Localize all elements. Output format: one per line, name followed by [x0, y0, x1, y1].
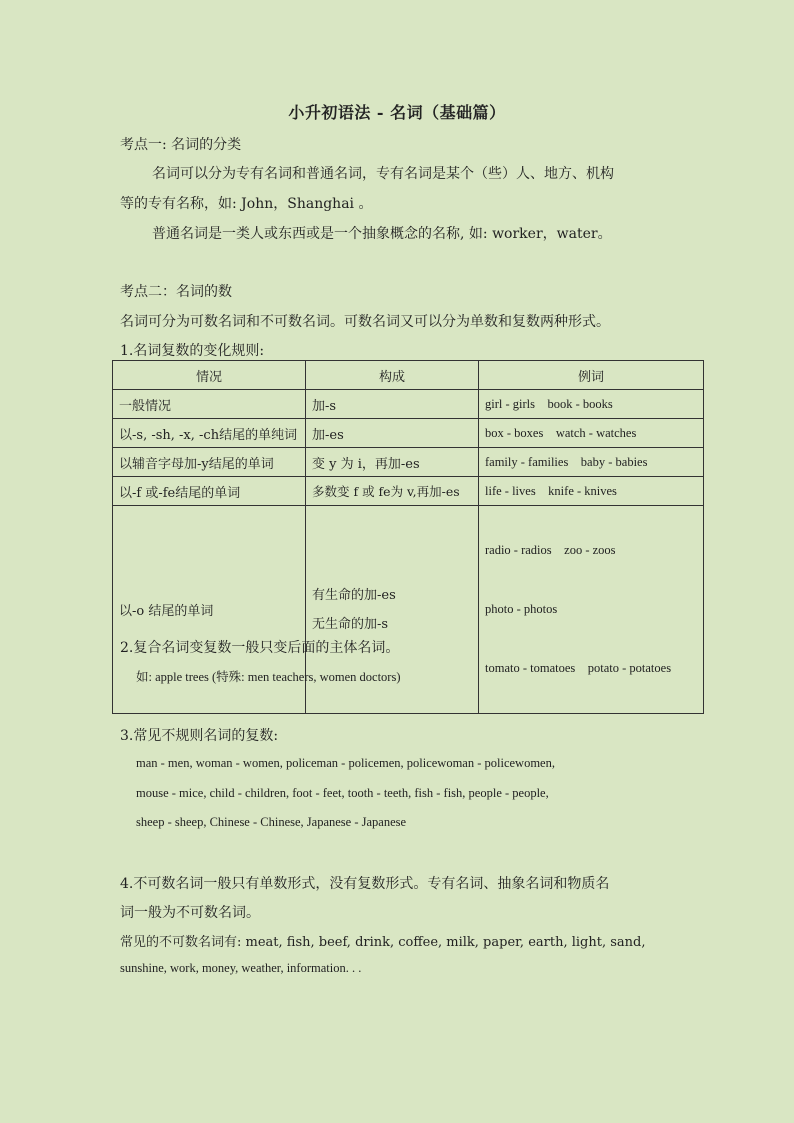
table-cell-examples: family - families baby - babies: [479, 448, 704, 477]
table-row: [113, 419, 704, 448]
example-line: tomato - tomatoes potato - potatoes: [485, 661, 672, 675]
table-cell-form: 变 y 为 i，再加-es: [306, 448, 479, 477]
example-line: radio - radios zoo - zoos: [485, 543, 616, 557]
rule3-heading: 3.常见不规则名词的复数:: [120, 728, 279, 744]
table-cell-form: 加-es: [306, 419, 479, 448]
section1-paragraph2: 普通名词是一类人或东西或是一个抽象概念的名称, 如: worker，water。: [152, 226, 612, 242]
form-line-living: 有生命的加-es: [312, 587, 396, 603]
section1-heading: 考点一: 名词的分类: [120, 137, 242, 153]
table-row: [113, 390, 704, 419]
table-row: [113, 477, 704, 506]
table-header-case: 情况: [113, 361, 306, 390]
form-line-nonliving: 无生命的加-s: [312, 616, 389, 632]
table-cell-case: 以-o 结尾的单词: [113, 506, 306, 714]
section2-heading: 考点二：名词的数: [120, 284, 232, 300]
table-cell-form: 加-s: [306, 390, 479, 419]
page-title: 小升初语法 - 名词（基础篇）: [288, 103, 506, 122]
table-cell-examples: box - boxes watch - watches: [479, 419, 704, 448]
rule4-line2: 词一般为不可数名词。: [120, 905, 260, 921]
rule4-line3: 常见的不可数名词有: meat, fish, beef, drink, coffee, milk, paper, earth, light, sand,: [120, 935, 646, 950]
rule4-line1: 4.不可数名词一般只有单数形式，没有复数形式。专有名词、抽象名词和物质名: [120, 876, 610, 892]
rule1-heading: 1.名词复数的变化规则:: [120, 343, 265, 359]
table-cell-case: 以-s, -sh, -x, -ch结尾的单纯词: [113, 419, 306, 448]
example-line: photo - photos: [485, 602, 558, 616]
rule3-line: mouse - mice, child - children, foot - feet, tooth - teeth, fish - fish, people - people,: [136, 786, 549, 800]
table-header-form: 构成: [306, 361, 479, 390]
section1-paragraph1-line1: 名词可以分为专有名词和普通名词，专有名词是某个（些）人、地方、机构: [152, 166, 614, 182]
table-row: [113, 448, 704, 477]
section2-intro: 名词可分为可数名词和不可数名词。可数名词又可以分为单数和复数两种形式。: [120, 314, 610, 330]
table-header-row: [113, 361, 704, 390]
rule2-heading: 2.复合名词变复数一般只变后面的主体名词。: [120, 640, 400, 656]
table-cell-form: 多数变 f 或 fe为 v,再加-es: [306, 477, 479, 506]
table-cell-examples: life - lives knife - knives: [479, 477, 704, 506]
table-cell-case: 以-f 或-fe结尾的单词: [113, 477, 306, 506]
table-cell-examples: girl - girls book - books: [479, 390, 704, 419]
rule4-line4: sunshine, work, money, weather, information. . .: [120, 961, 362, 975]
section1-paragraph1-line2: 等的专有名称，如: John，Shanghai 。: [120, 196, 373, 212]
rule3-line: sheep - sheep, Chinese - Chinese, Japanese - Japanese: [136, 815, 407, 829]
rule3-line: man - men, woman - women, policeman - policemen, policewoman - policewomen,: [136, 756, 555, 770]
plural-rules-table: [112, 360, 704, 714]
table-cell-case: 以辅音字母加-y结尾的单词: [113, 448, 306, 477]
table-header-examples: 例词: [479, 361, 704, 390]
table-cell-case: 一般情况: [113, 390, 306, 419]
table-cell-examples: [479, 506, 704, 714]
rule2-example: 如: apple trees (特殊: men teachers, women doctors): [136, 670, 401, 684]
